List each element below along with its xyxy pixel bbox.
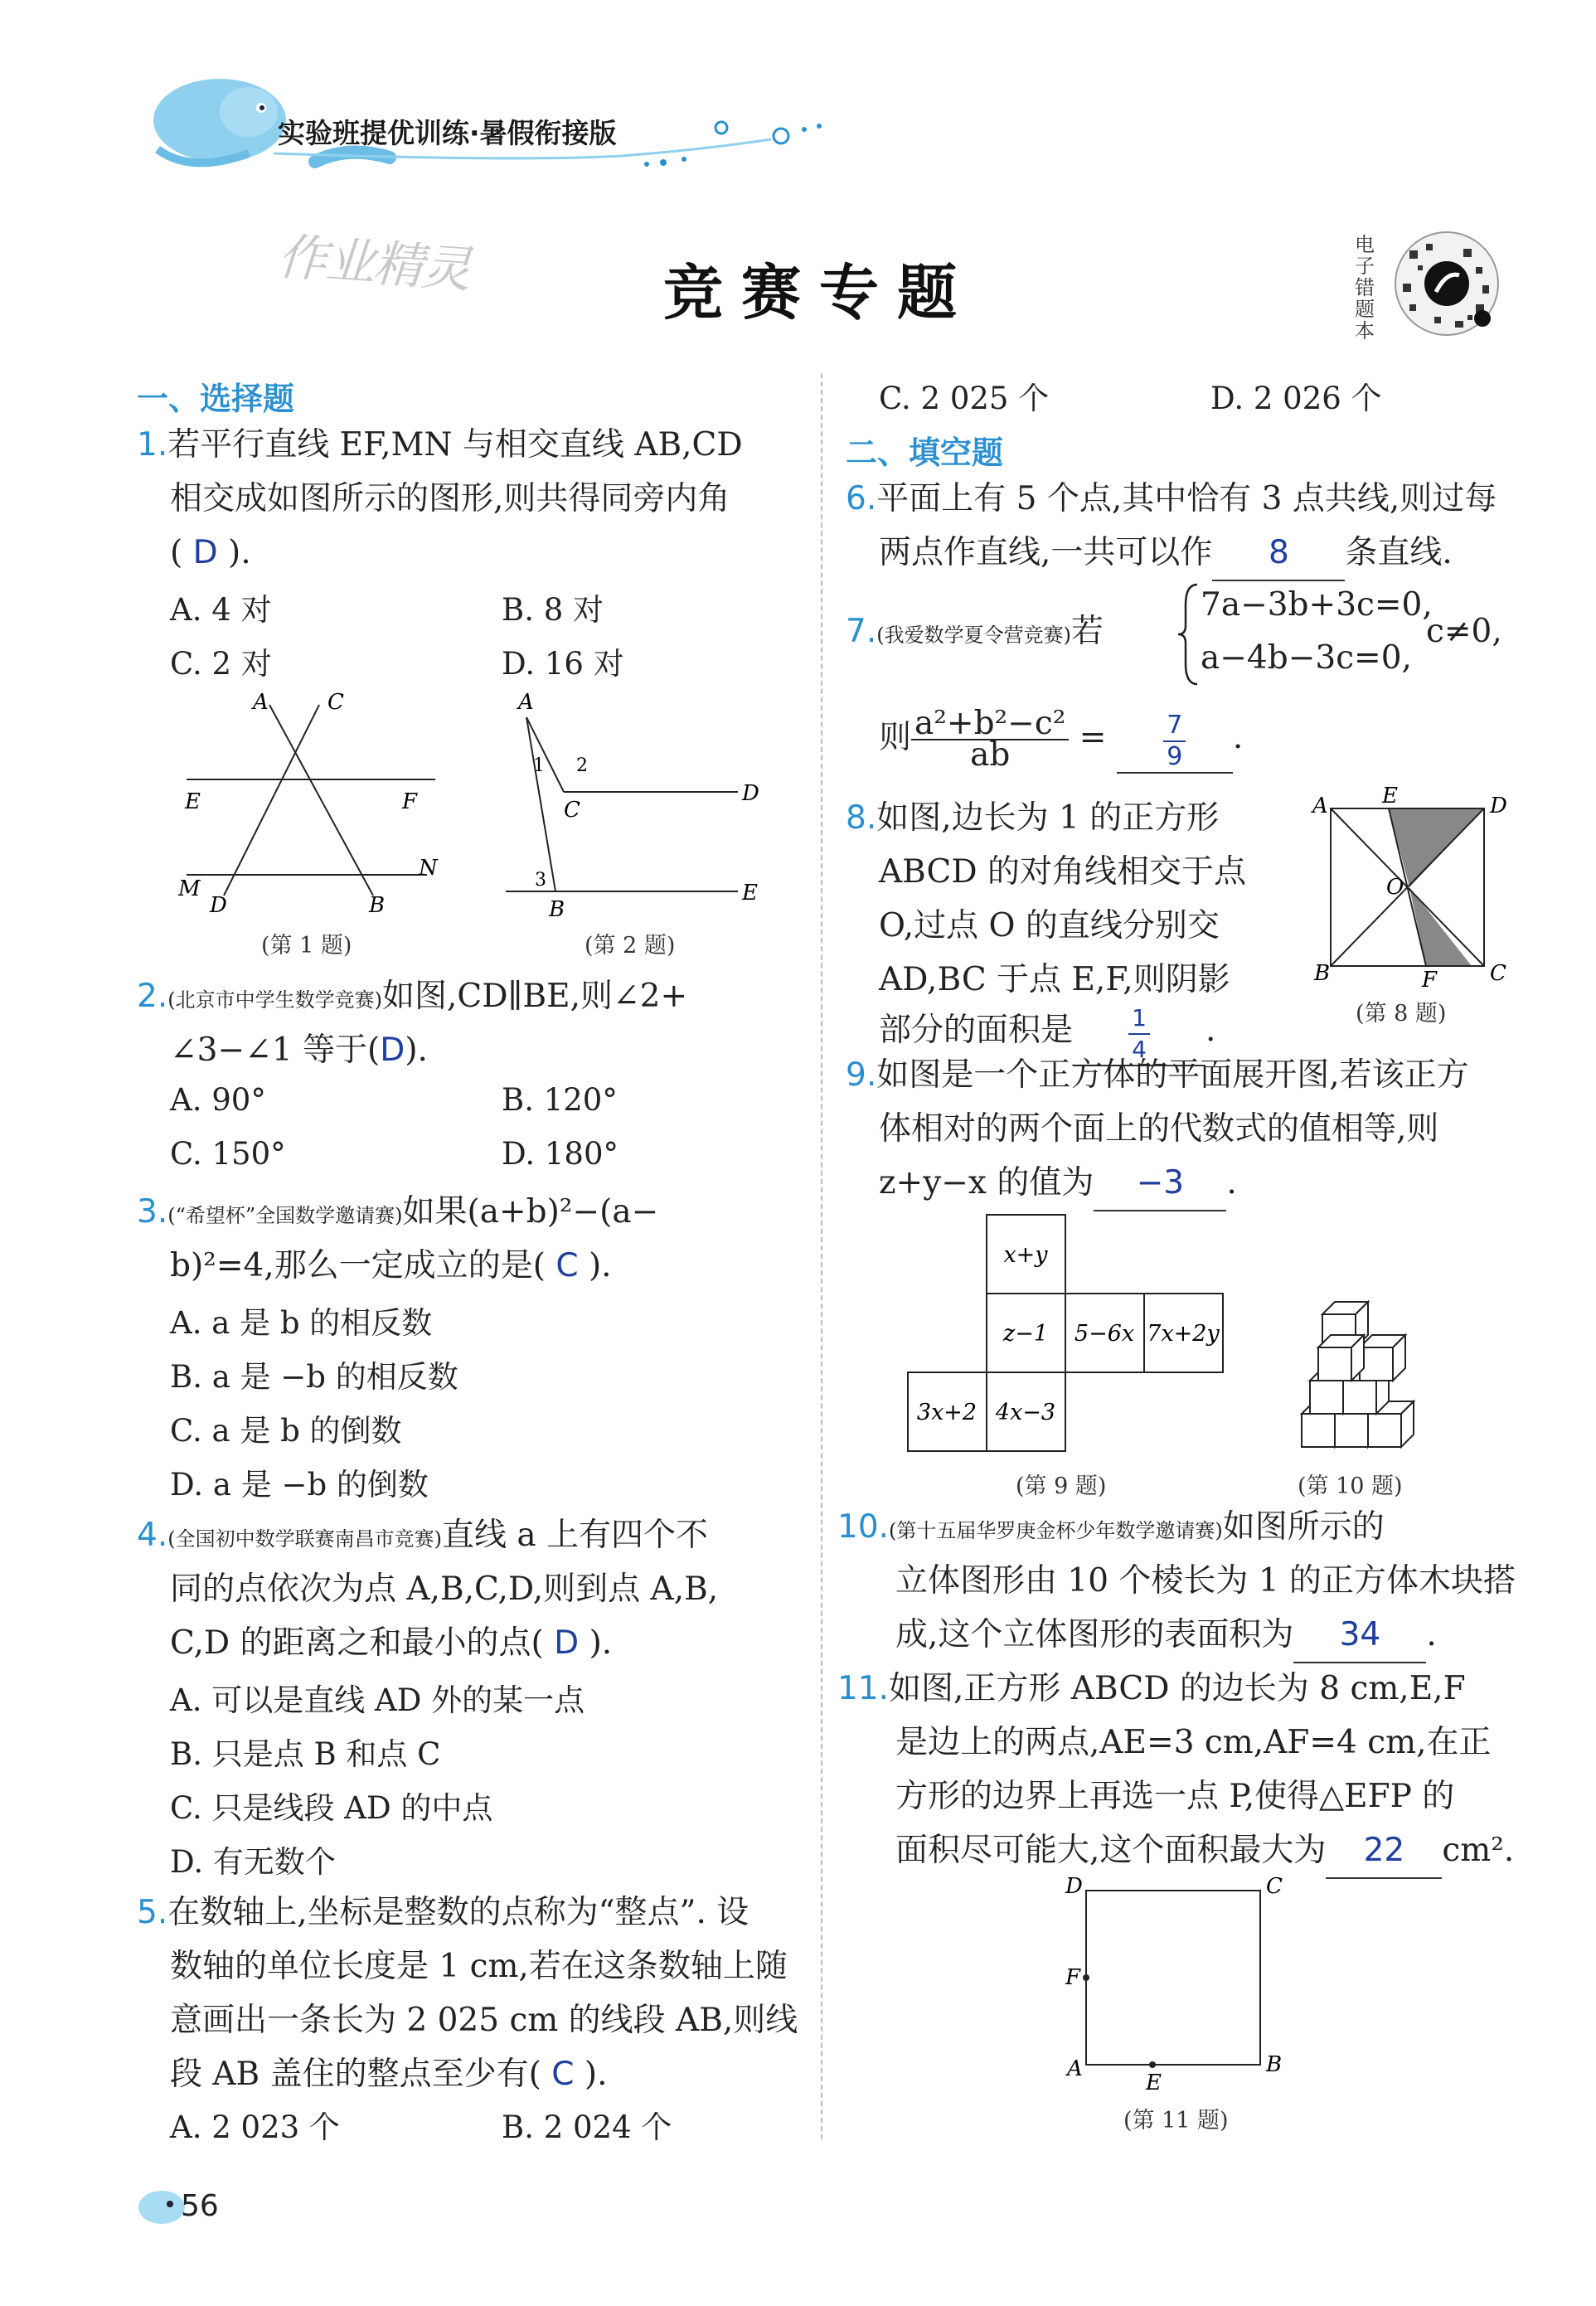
figure-9-cube-net (900, 1211, 1231, 1459)
q9-line1 (846, 1049, 1469, 1102)
q3-option-d: D. a 是 −b 的倒数 (170, 1467, 429, 1503)
fig8-caption: (第 8 题) (1356, 1001, 1447, 1027)
q5-option-b: B. 2 024 个 (502, 2109, 672, 2145)
q4-option-b: B. 只是点 B 和点 C (170, 1736, 441, 1772)
fig8-label-f: F (1422, 968, 1438, 993)
q5-number: 5. (137, 1894, 168, 1931)
q2-text1: 如图,CD∥BE,则∠2+ (381, 978, 688, 1015)
fig11-label-a: A (1067, 2056, 1083, 2081)
q3-number: 3. (137, 1193, 168, 1231)
q8-line1 (846, 792, 1219, 845)
q1-number: 1. (137, 426, 168, 464)
fig8-label-c: C (1490, 961, 1506, 986)
figure-1 (170, 688, 452, 918)
q3-option-a: A. a 是 b 的相反数 (170, 1305, 433, 1341)
q1-option-c: C. 2 对 (170, 646, 272, 682)
q2-answer: D (380, 1032, 405, 1069)
q4-text1: 直线 a 上有四个不 (441, 1517, 708, 1554)
q5-answer: C (551, 2056, 575, 2093)
q8-text5: 部分的面积是 (879, 1012, 1074, 1049)
fig8-label-o: O (1386, 875, 1404, 900)
fig8-label-e: E (1382, 784, 1398, 808)
fig1-label-e: E (185, 789, 201, 814)
net-face-4: 7x+2y (1147, 1321, 1220, 1347)
figure-8 (1306, 784, 1538, 993)
q8-line2: ABCD 的对角线相交于点 (879, 853, 1247, 891)
q10-line3: 成,这个立体图形的表面积为 34 . (895, 1609, 1437, 1663)
q2-option-d: D. 180° (502, 1136, 619, 1172)
q1-answer-line: ( D ). (170, 534, 251, 571)
q11-line2: 是边上的两点,AE=3 cm,AF=4 cm,在正 (895, 1724, 1492, 1761)
q7-answer-numerator: 7 (1163, 711, 1186, 742)
q6-text2a: 两点作直线,一共可以作 (879, 534, 1213, 571)
fig1-label-m: M (178, 876, 201, 901)
page-title: 竞赛专题 (663, 258, 976, 328)
header-wave-decoration (274, 116, 837, 174)
fig11-label-e: E (1146, 2071, 1162, 2095)
q4-line1 (137, 1509, 708, 1566)
fig2-caption: (第 2 题) (585, 933, 676, 959)
q1-option-d: D. 16 对 (502, 646, 624, 682)
q2-line1 (137, 970, 687, 1027)
watermark: 作业精灵 (275, 227, 472, 299)
q9-answer: −3 (1094, 1157, 1226, 1211)
fig2-label-c: C (564, 798, 580, 823)
q9-number: 9. (846, 1056, 877, 1094)
q1-line1 (137, 419, 743, 472)
q6-text1: 平面上有 5 个点,其中恰有 3 点共线,则过每 (876, 480, 1497, 517)
q1-option-b: B. 8 对 (502, 592, 604, 628)
fig10-caption: (第 10 题) (1298, 1473, 1403, 1499)
q1-line2: 相交成如图所示的图形,则共得同旁内角 (170, 480, 730, 517)
q7-number: 7. (846, 613, 877, 650)
q9-text1: 如图是一个正方体的平面展开图,若该正方 (876, 1056, 1469, 1094)
q1-text1: 若平行直线 EF,MN 与相交直线 AB,CD (167, 426, 743, 464)
fig1-label-n: N (419, 856, 438, 881)
q3-source: (“希望杯”全国数学邀请赛) (167, 1204, 403, 1227)
q5-line3: 意画出一条长为 2 025 cm 的线段 AB,则线 (170, 2002, 798, 2039)
q2-option-c: C. 150° (170, 1136, 286, 1172)
q10-line1 (837, 1501, 1385, 1557)
fig11-label-f: F (1065, 1965, 1081, 1990)
q5-line2: 数轴的单位长度是 1 cm,若在这条数轴上随 (170, 1948, 788, 1985)
q8-line3: O,过点 O 的直线分别交 (879, 907, 1220, 944)
net-face-2: z−1 (1002, 1321, 1049, 1347)
fig1-label-f: F (402, 789, 418, 814)
section-fill: 二、填空题 (846, 434, 1004, 471)
q10-answer: 34 (1293, 1609, 1426, 1663)
q3-option-b: B. a 是 −b 的相反数 (170, 1359, 458, 1395)
q4-line2: 同的点依次为点 A,B,C,D,则到点 A,B, (170, 1571, 719, 1608)
q4-option-d: D. 有无数个 (170, 1844, 336, 1880)
page-number: 56 (181, 2189, 219, 2223)
q3-answer: C (555, 1247, 579, 1284)
q7-condition: c≠0, (1426, 613, 1502, 650)
fig1-caption: (第 1 题) (261, 933, 352, 959)
fig1-label-a: A (253, 690, 269, 715)
q5-line1 (137, 1886, 749, 1939)
q11-line1 (837, 1663, 1466, 1716)
q2-line2: ∠3−∠1 等于(D). (170, 1032, 428, 1069)
q5-option-c: C. 2 025 个 (879, 381, 1050, 416)
fig2-label-b: B (549, 897, 565, 922)
figure-10-cube-stack (1298, 1302, 1430, 1459)
fig11-label-d: D (1065, 1874, 1083, 1899)
q11-text1: 如图,正方形 ABCD 的边长为 8 cm,E,F (889, 1670, 1466, 1707)
fig8-label-d: D (1490, 794, 1507, 818)
q3-line2: b)²=4,那么一定成立的是( C ). (170, 1247, 612, 1284)
q9-line2: 体相对的两个面上的代数式的值相等,则 (879, 1110, 1439, 1148)
figure-11-square (1049, 1870, 1298, 2119)
q3-text2: b)²=4,那么一定成立的是( (170, 1247, 546, 1284)
q5-text4: 段 AB 盖住的整点至少有( (170, 2056, 541, 2093)
column-divider (821, 373, 822, 2139)
q1-option-a: A. 4 对 (170, 592, 272, 628)
fig1-label-d: D (210, 893, 227, 918)
q7-if: 若 (1070, 613, 1104, 650)
q4-number: 4. (137, 1517, 168, 1554)
q7-answer-denominator: 9 (1167, 741, 1183, 771)
fig2-angle-1: 1 (533, 755, 545, 776)
fig2-label-d: D (742, 781, 759, 806)
q11-line3: 方形的边界上再选一点 P,使得△EFP 的 (895, 1778, 1455, 1815)
q11-answer: 22 (1326, 1824, 1442, 1879)
fig8-label-a: A (1312, 794, 1328, 818)
q7-equals: = (1079, 719, 1107, 756)
q8-answer-numerator: 1 (1128, 1003, 1150, 1035)
fig11-label-b: B (1266, 2052, 1283, 2077)
q4-option-a: A. 可以是直线 AD 外的某一点 (170, 1682, 585, 1718)
fig2-angle-2: 2 (576, 755, 588, 776)
q4-answer: D (554, 1624, 580, 1662)
q1-answer: D (192, 534, 218, 571)
q5-option-a: A. 2 023 个 (170, 2109, 340, 2145)
fig1-label-b: B (369, 893, 386, 918)
q7-line1 (846, 605, 1104, 662)
fig2-angle-3: 3 (535, 870, 546, 891)
fig8-label-b: B (1314, 961, 1331, 986)
q10-source: (第十五届华罗庚金杯少年数学邀请赛) (889, 1519, 1223, 1542)
q7-line2: 则 $\frac{\text{a²+b²−c²}}{ab}$ = $\frac{7}{9}$ . (879, 705, 1244, 774)
q11-number: 11. (837, 1670, 890, 1707)
q2-source: (北京市中学生数学竞赛) (167, 988, 382, 1012)
q5-text1: 在数轴上,坐标是整数的点称为“整点”. 设 (167, 1894, 749, 1931)
q7-answer (1117, 711, 1233, 774)
fig11-caption: (第 11 题) (1123, 2108, 1229, 2134)
q8-number: 8. (846, 799, 877, 837)
q8-line4: AD,BC 于点 E,F,则阴影 (879, 961, 1230, 998)
q5-line4: 段 AB 盖住的整点至少有( C ). (170, 2056, 608, 2093)
fig9-caption: (第 9 题) (1016, 1473, 1107, 1499)
q2-option-b: B. 120° (502, 1082, 618, 1118)
series-title: 实验班提优训练·暑假衔接版 (278, 117, 617, 149)
q7-fraction-denominator: ab (970, 736, 1011, 774)
q3-text1: 如果(a+b)²−(a− (402, 1193, 659, 1231)
q6-text2b: 条直线. (1345, 534, 1453, 571)
qr-code-icon[interactable] (1385, 226, 1509, 342)
q4-source: (全国初中数学联赛南昌市竞赛) (167, 1527, 442, 1551)
q4-text3: C,D 的距离之和最小的点( (170, 1624, 544, 1662)
qr-label: 电子错题本 (1355, 233, 1375, 342)
q3-option-c: C. a 是 b 的倒数 (170, 1413, 402, 1449)
fig2-label-e: E (742, 881, 758, 905)
q7-equation-1: 7a−3b+3c=0, (1201, 586, 1433, 624)
q2-number: 2. (137, 978, 168, 1015)
q6-number: 6. (846, 480, 877, 517)
q4-option-c: C. 只是线段 AD 的中点 (170, 1790, 493, 1826)
section-choice: 一、选择题 (137, 381, 295, 417)
q10-line2: 立体图形由 10 个棱长为 1 的正方体木块搭 (895, 1562, 1516, 1600)
q8-answer-denominator: 4 (1132, 1036, 1147, 1063)
q7-source: (我爱数学夏令营竞赛) (876, 624, 1071, 647)
net-face-5: 3x+2 (916, 1400, 977, 1425)
q2-option-a: A. 90° (170, 1082, 266, 1118)
q10-number: 10. (837, 1508, 890, 1546)
q7-fraction (911, 705, 1069, 774)
q2-text2: ∠3−∠1 等于( (170, 1032, 381, 1069)
q8-line5: 部分的面积是 $\frac{1}{4}$ . (879, 1003, 1215, 1066)
fig11-label-c: C (1266, 1874, 1283, 1899)
net-face-1: x+y (1003, 1242, 1048, 1268)
fig2-label-a: A (518, 690, 534, 715)
q7-fraction-numerator: a²+b²−c² (911, 709, 1069, 740)
net-face-3: 5−6x (1074, 1321, 1135, 1347)
q5-option-d: D. 2 026 个 (1210, 381, 1382, 416)
q10-text1: 如图所示的 (1222, 1508, 1385, 1546)
q9-text3: z+y−x 的值为 (879, 1164, 1094, 1202)
q4-line3: C,D 的距离之和最小的点( D ). (170, 1624, 613, 1662)
q6-line1 (846, 473, 1497, 526)
q9-line3: z+y−x 的值为 −3 . (879, 1157, 1237, 1211)
fig1-label-c: C (327, 690, 344, 715)
q6-line2 (879, 527, 1453, 581)
net-face-6: 4x−3 (995, 1400, 1056, 1425)
q7-then: 则 (879, 719, 912, 756)
q11-unit: cm². (1442, 1832, 1515, 1869)
q7-brace (1176, 580, 1201, 688)
q3-line1 (137, 1186, 658, 1242)
q10-text3: 成,这个立体图形的表面积为 (895, 1616, 1294, 1653)
q7-equation-2: a−4b−3c=0, (1201, 639, 1412, 677)
q6-answer: 8 (1212, 527, 1345, 581)
figure-2 (497, 688, 771, 922)
q11-text4: 面积尽可能大,这个面积最大为 (895, 1832, 1327, 1869)
q8-text1: 如图,边长为 1 的正方形 (876, 799, 1220, 837)
